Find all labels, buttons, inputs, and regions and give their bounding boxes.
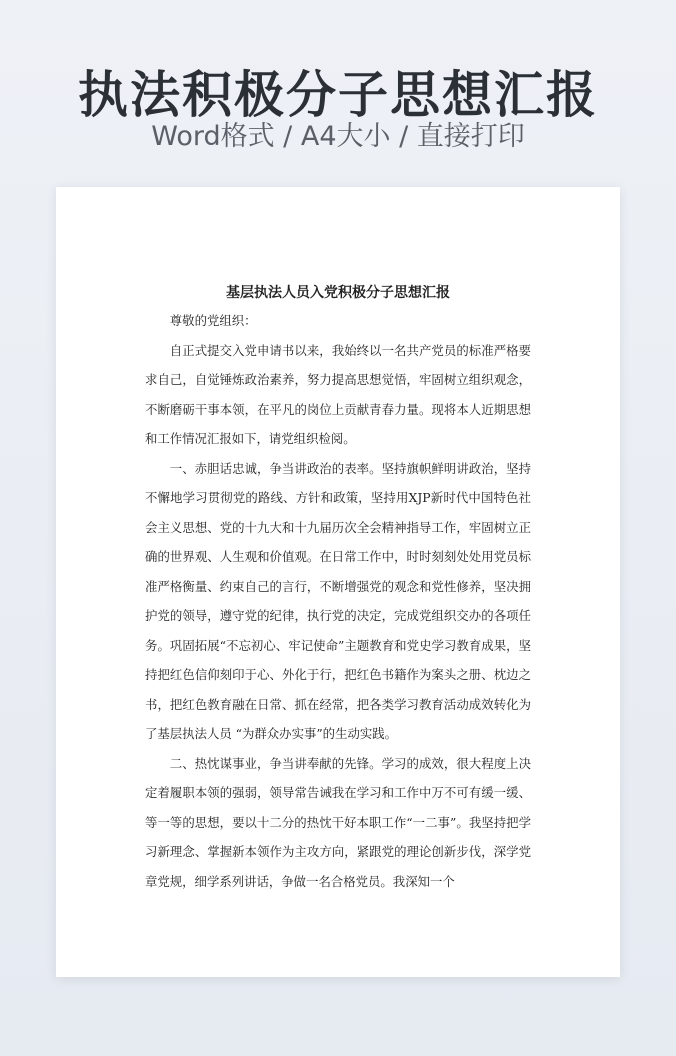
paragraph-section-one: 一、赤胆话忠诚，争当讲政治的表率。坚持旗帜鲜明讲政治，坚持不懈地学习贯彻党的路线、方针和政策，坚持用XJP新时代中国特色社会主义思想、党的十九大和十九届历次全会精神指导工作，牢固树立正确的世界观、人生观和价值观。在日常工作中，时时刻刻处处用党员标准严格衡量、约束自己的言行，不断增强党的观念和党性修养，坚决拥护党的领导，遵守党的纪律，执行党的决定，完成党组织交办的各项任务。巩固拓展“不忘初心、牢记使命”主题教育和党史学习教育成果，坚持把红色信仰刻印于心、外化于行，把红色书籍作为案头之册、枕边之书，把红色教育融在日常、抓在经常，把各类学习教育活动成效转化为了基层执法人员 “为群众办实事”的生动实践。	[145, 460, 531, 741]
document-page	[56, 187, 620, 977]
paragraph-section-two: 二、热忱谋事业，争当讲奉献的先锋。学习的成效，很大程度上决定着履职本领的强弱，领导常告诫我在学习和工作中万不可有缓一缓、等一等的思想，要以十二分的热忱干好本职工作“一二事”。我坚持把学习新理念、掌握新本领作为主攻方向，紧跟党的理论创新步伐，深学党章党规，细学系列讲话，争做一名合格党员。我深知一个	[145, 755, 531, 889]
page-title: 执法积极分子思想汇报	[78, 66, 598, 124]
page-subtitle: Word格式 / A4大小 / 直接打印	[151, 121, 525, 152]
document-body	[145, 306, 531, 896]
salutation: 尊敬的党组织：	[169, 313, 257, 328]
paragraph-intro: 自正式提交入党申请书以来，我始终以一名共产党员的标准严格要求自己，自觉锤炼政治素养，努力提高思想觉悟，牢固树立组织观念，不断磨砺干事本领，在平凡的岗位上贡献青春力量。现将本人近期思想和工作情况汇报如下，请党组织检阅。	[145, 342, 531, 446]
document-title: 基层执法人员入党积极分子思想汇报	[226, 285, 450, 301]
